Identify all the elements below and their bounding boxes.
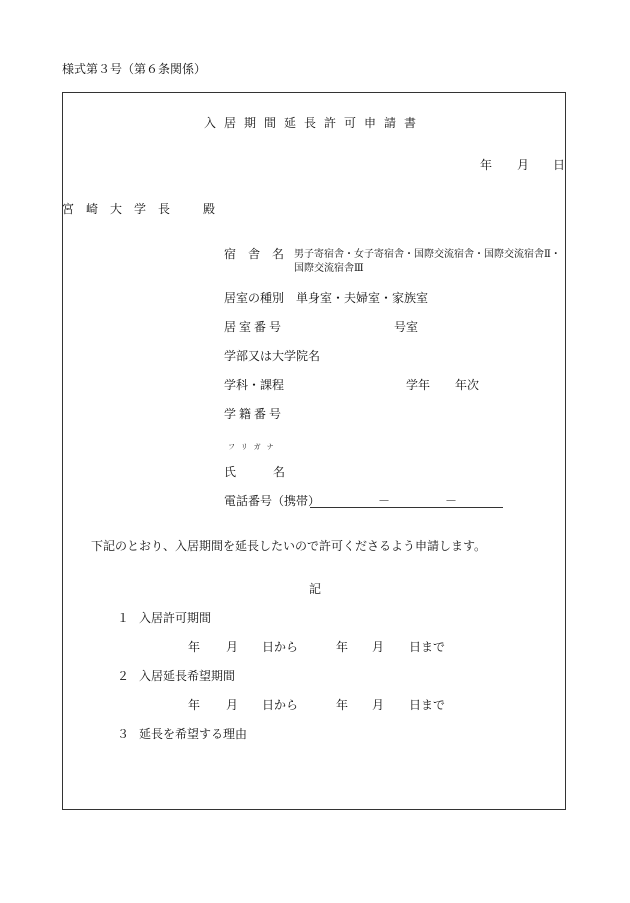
item2-number: ２ [117, 669, 130, 683]
item1-number: １ [117, 611, 130, 625]
date-day: 日 [553, 158, 566, 172]
name-label-shi: 氏 [224, 465, 237, 479]
phone-underline [310, 507, 503, 508]
ki-heading: 記 [309, 582, 322, 596]
item2-period-month2: 月 [372, 698, 385, 712]
grade-suffix: 学年 [406, 378, 431, 392]
statement: 下記のとおり、入居期間を延長したいので許可くださるよう申請します。 [91, 539, 487, 553]
dorm-options-line2: 国際交流宿舎Ⅲ [294, 263, 364, 274]
item2-period-year2: 年 [336, 698, 349, 712]
item2-period-year: 年 [188, 698, 201, 712]
item1-period-until: 日まで [409, 640, 446, 654]
name-label-mei: 名 [273, 465, 286, 479]
date-month: 月 [517, 158, 530, 172]
addressee: 宮崎大学長 [62, 202, 183, 216]
form-number: 様式第３号（第６条関係） [62, 62, 207, 76]
student-id-label: 学籍番号 [224, 407, 285, 421]
phone-dash-1: － [378, 494, 391, 508]
form-title: 入居期間延長許可申請書 [203, 116, 424, 130]
faculty-label: 学部又は大学院名 [224, 349, 321, 363]
phone-dash-2: － [445, 494, 458, 508]
item1-period-from: 日から [262, 640, 299, 654]
department-label: 学科・課程 [224, 378, 285, 392]
item2-period-month: 月 [226, 698, 239, 712]
item1-period-year2: 年 [336, 640, 349, 654]
dorm-options-line1: 男子寄宿舎・女子寄宿舎・国際交流宿舎・国際交流宿舎Ⅱ・ [294, 249, 561, 260]
item1-period-month2: 月 [372, 640, 385, 654]
item2-label: 入居延長希望期間 [139, 669, 236, 683]
room-type-options: 単身室・夫婦室・家族室 [296, 291, 429, 305]
item2-period-until: 日まで [409, 698, 446, 712]
furigana-label: フリガナ [228, 443, 280, 451]
item1-period-year: 年 [188, 640, 201, 654]
dorm-label: 宿舎名 [224, 247, 297, 261]
year-suffix: 年次 [455, 378, 480, 392]
addressee-suffix: 殿 [203, 202, 216, 216]
room-number-label: 居室番号 [224, 320, 285, 334]
date-year: 年 [480, 158, 493, 172]
room-number-suffix: 号室 [394, 320, 419, 334]
form-frame [62, 92, 566, 810]
item3-number: ３ [117, 727, 130, 741]
item3-label: 延長を希望する理由 [139, 727, 248, 741]
item1-label: 入居許可期間 [139, 611, 212, 625]
phone-label: 電話番号（携帯） [224, 494, 321, 508]
item2-period-from: 日から [262, 698, 299, 712]
item1-period-month: 月 [226, 640, 239, 654]
room-type-label: 居室の種別 [224, 291, 285, 305]
